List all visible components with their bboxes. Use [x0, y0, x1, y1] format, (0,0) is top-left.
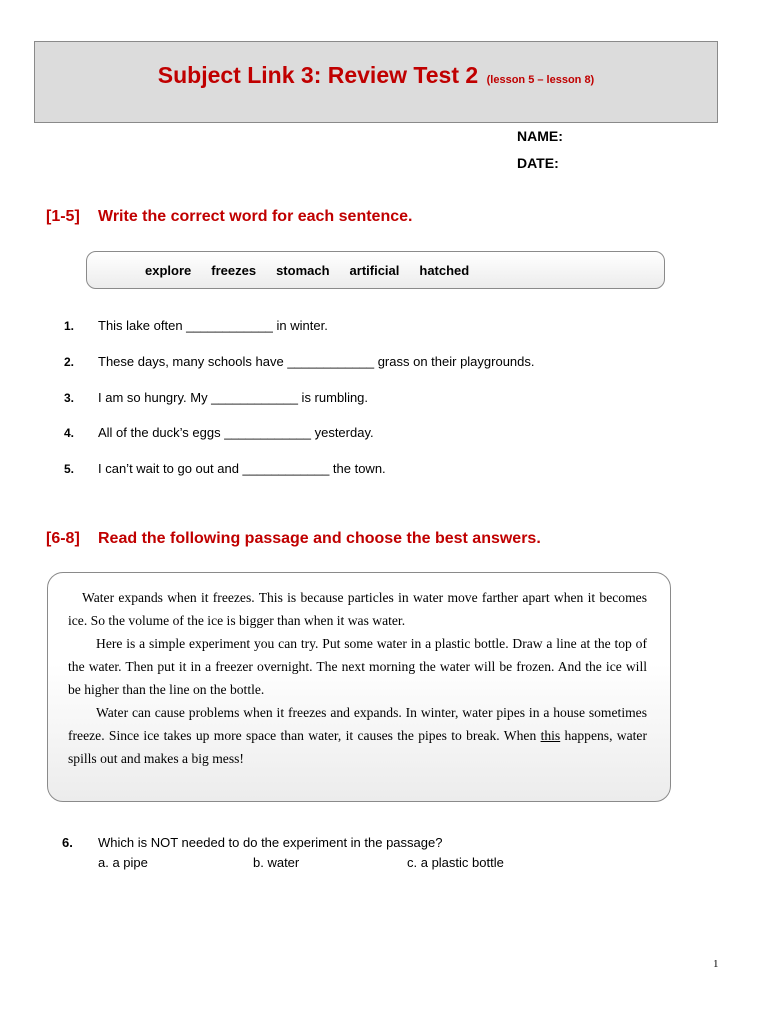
question-item [64, 318, 328, 333]
word-bank-item: explore [145, 263, 192, 278]
lesson-range: (lesson 5 – lesson 8) [486, 74, 595, 86]
test-title-line [35, 62, 717, 89]
passage-paragraph-2: Here is a simple experiment you can try. Put some water in a plastic bottle. Draw a line at the top of the water. Then put it in a freezer overnight. The next morning the water will be frozen. And the ice will be higher than the line on the bottle. [68, 636, 647, 697]
question-text: I can’t wait to go out and ____________ the town. [98, 461, 386, 476]
section-2-number: [6-8] [46, 530, 80, 547]
name-label: NAME: [517, 128, 563, 144]
question-6 [62, 835, 442, 850]
word-bank-item: hatched [419, 263, 470, 278]
question-text: All of the duck’s eggs ____________ yesterday. [98, 425, 374, 440]
passage-paragraph-3: Water can cause problems when it freezes and expands. In winter, water pipes in a house sometimes freeze. Since ice takes up more space than water, it causes the pipes to break. When this happens, water spills out and makes a big mess! [68, 705, 647, 766]
underlined-word: this [540, 728, 561, 743]
answer-choice: c. a plastic bottle [407, 855, 504, 870]
page-number: 1 [713, 958, 719, 970]
question-number: 1. [64, 319, 75, 333]
question-text: I am so hungry. My ____________ is rumbling. [98, 390, 369, 405]
question-number: 5. [64, 462, 75, 476]
question-number: 6. [62, 835, 73, 850]
word-bank-item: freezes [211, 263, 257, 278]
section-1-number: [1-5] [46, 208, 80, 225]
word-bank-item: stomach [276, 263, 330, 278]
question-text: Which is NOT needed to do the experiment in the passage? [98, 835, 443, 850]
question-item [64, 390, 368, 405]
passage-paragraph-1: Water expands when it freezes. This is because particles in water move farther apart when it becomes ice. So the volume of the ice is bigger than when it was water. [68, 590, 647, 628]
section-2-instruction: Read the following passage and choose the best answers. [98, 530, 541, 547]
question-item [64, 425, 374, 440]
answer-choice: a. a pipe [98, 855, 148, 870]
section-2-heading [46, 530, 541, 548]
question-number: 4. [64, 426, 75, 440]
question-number: 3. [64, 391, 75, 405]
reading-passage-box [47, 572, 671, 802]
title-banner [34, 41, 718, 123]
question-item [64, 461, 386, 476]
answer-choice: b. water [253, 855, 300, 870]
section-1-instruction: Write the correct word for each sentence. [98, 208, 413, 225]
question-item [64, 354, 535, 369]
word-bank [86, 251, 665, 289]
word-bank-item: artificial [349, 263, 400, 278]
question-text: These days, many schools have ____________ grass on their playgrounds. [98, 354, 535, 369]
section-1-heading [46, 208, 412, 226]
date-label: DATE: [517, 155, 559, 171]
question-number: 2. [64, 355, 75, 369]
test-title: Subject Link 3: Review Test 2 [157, 62, 479, 88]
reading-passage [68, 586, 647, 770]
question-text: This lake often ____________ in winter. [98, 318, 328, 333]
